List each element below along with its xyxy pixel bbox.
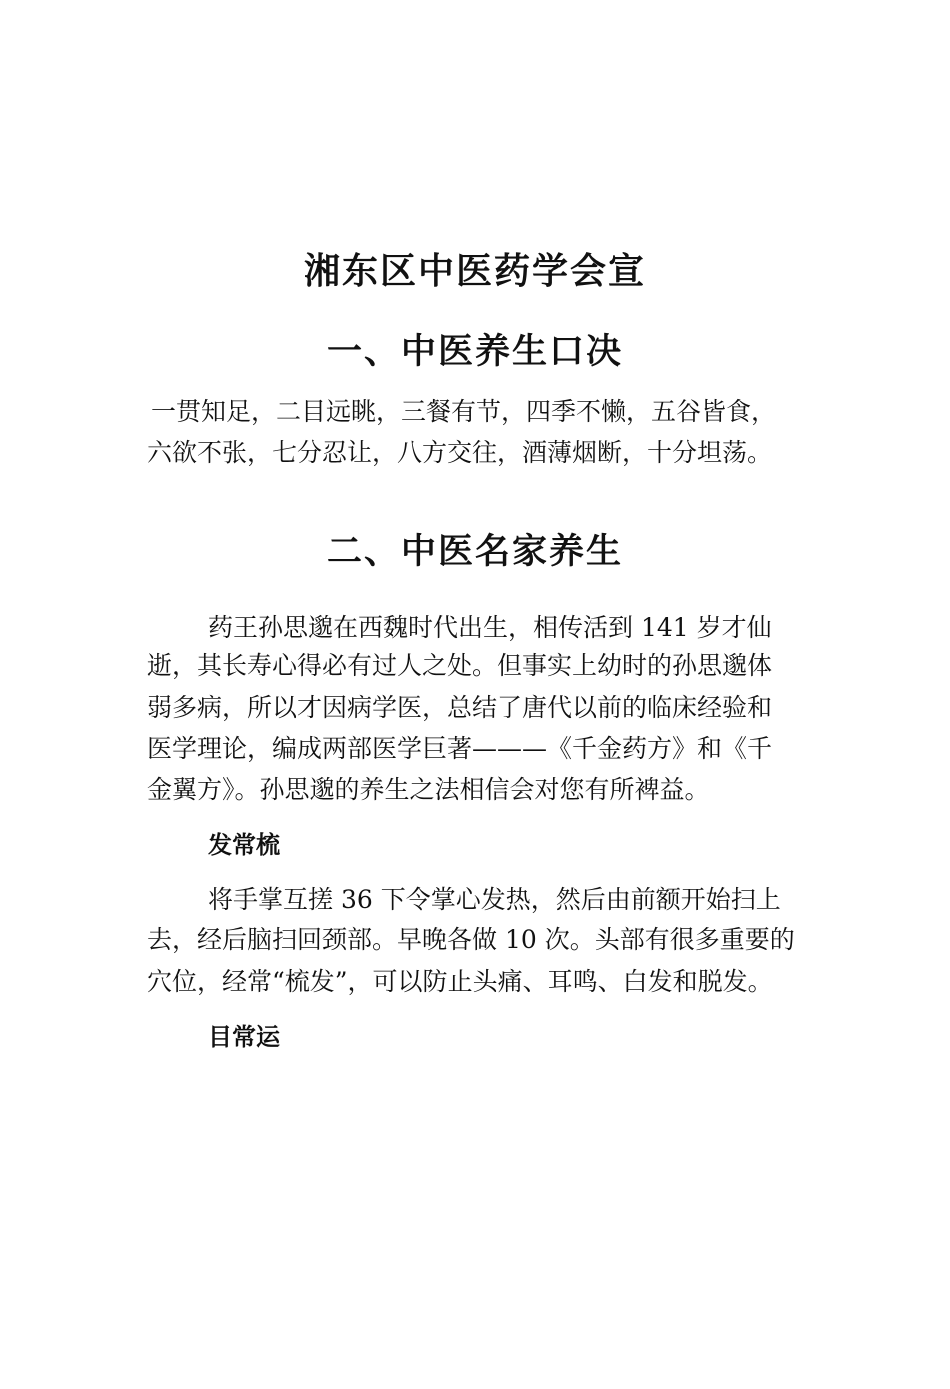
formula-line-2: 六欲不张，七分忍让，八方交往，酒薄烟断，十分坦荡。 [147,438,773,467]
intro-line-5: 金翼方》。孙思邈的养生之法相信会对您有所裨益。 [147,775,710,804]
hair-line-1: 将手掌互搓 36 下令掌心发热，然后由前额开始扫上 [208,885,781,914]
intro-line-2: 逝，其长寿心得必有过人之处。但事实上幼时的孙思邈体 [147,651,773,680]
subheading-eye-exercise: 目常运 [208,1022,280,1051]
intro-line-1: 药王孙思邈在西魏时代出生，相传活到 141 岁才仙 [208,613,772,642]
hair-line-2: 去，经后脑扫回颈部。早晚各做 10 次。头部有很多重要的 [147,925,795,954]
section-heading-masters: 二、中医名家养生 [326,532,623,572]
section-heading-formula: 一、中医养生口决 [326,332,623,372]
hair-line-3: 穴位，经常“梳发”，可以防止头痛、耳鸣、白发和脱发。 [147,967,773,996]
document-title: 湘东区中医药学会宣 [303,251,646,292]
intro-line-4: 医学理论，编成两部医学巨著———《千金药方》和《千 [147,734,773,763]
subheading-hair-combing: 发常梳 [208,830,280,859]
formula-line-1: 一贯知足，二目远眺，三餐有节，四季不懒，五谷皆食， [151,397,777,426]
intro-line-3: 弱多病，所以才因病学医，总结了唐代以前的临床经验和 [147,693,773,722]
